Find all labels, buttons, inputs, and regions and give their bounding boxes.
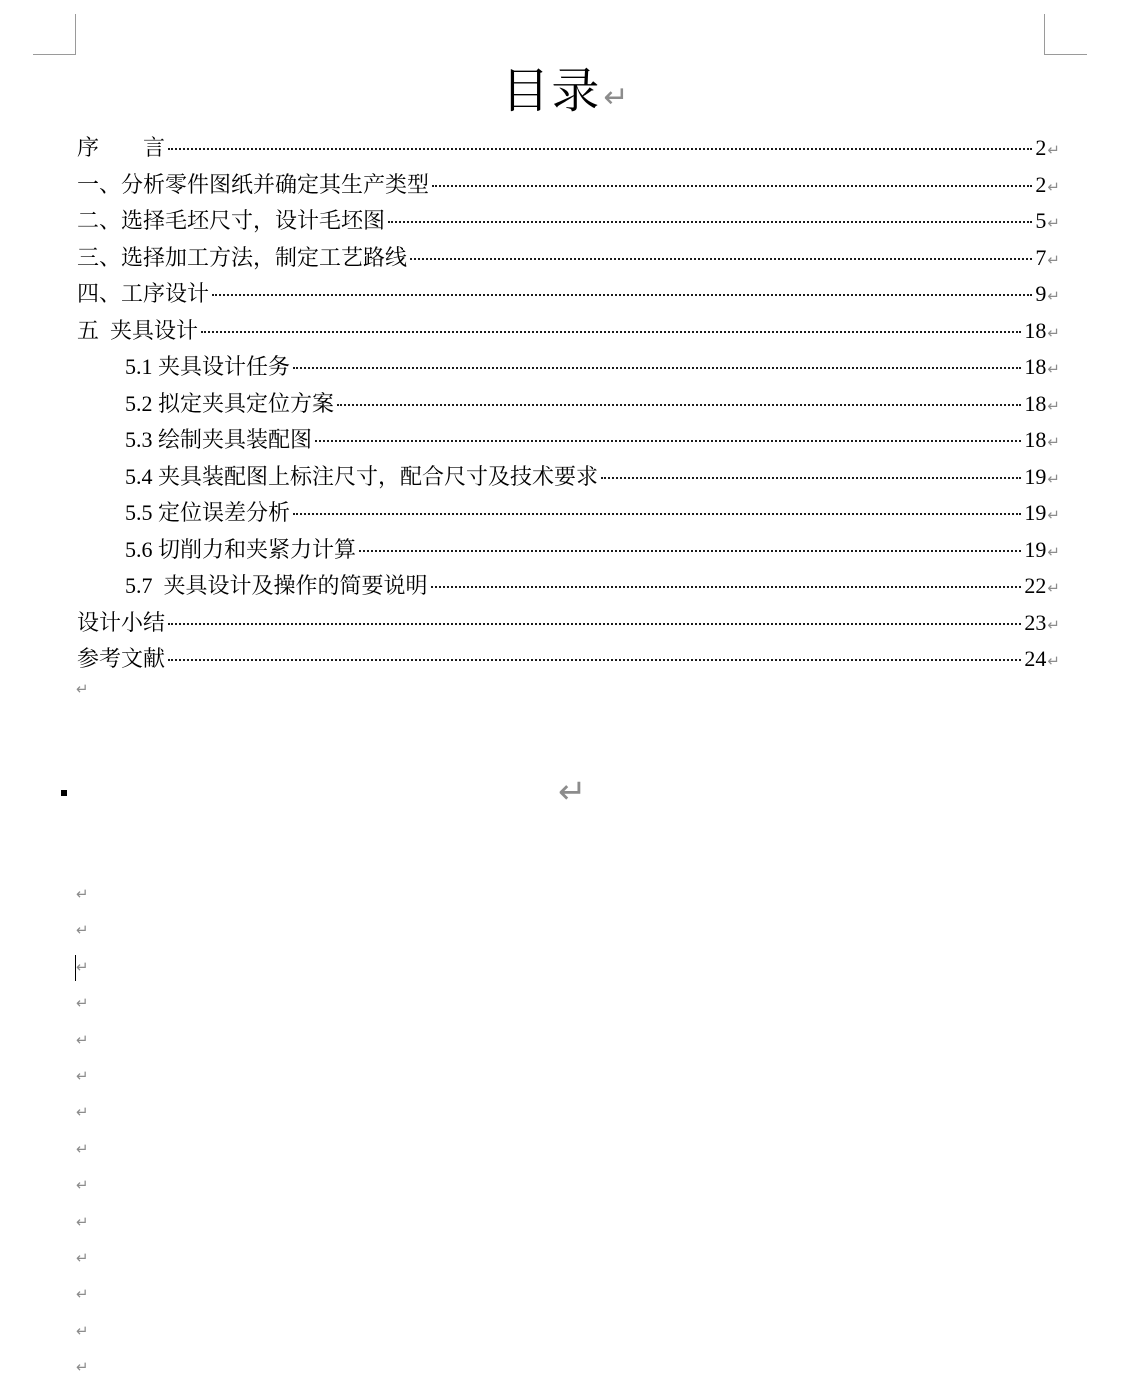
paragraph-mark-icon: ↵ xyxy=(1047,652,1060,670)
page-title[interactable] xyxy=(0,58,1132,132)
paragraph-mark-icon[interactable]: ↵ xyxy=(76,1248,89,1267)
paragraph-mark-icon: ↵ xyxy=(1047,542,1060,561)
toc-entry-page: 18 xyxy=(1024,390,1047,416)
toc-entry[interactable] xyxy=(77,276,1060,313)
crop-mark-top-right xyxy=(1044,14,1087,55)
toc-entry[interactable] xyxy=(77,240,1060,277)
toc-entry-page: 24 xyxy=(1024,646,1047,671)
paragraph-mark-icon[interactable]: ↵ xyxy=(76,1103,89,1122)
toc-leader-dots xyxy=(601,477,1021,479)
section-break-return-icon[interactable]: ↵ xyxy=(558,772,587,812)
toc-entry-label: 序 言 xyxy=(77,135,166,160)
toc-entry-page: 18 xyxy=(1024,354,1047,379)
toc-entry-page: 19 xyxy=(1024,463,1047,489)
toc-entry-label: 5.6 切削力和夹紧力计算 xyxy=(125,536,357,562)
paragraph-mark-icon: ↵ xyxy=(1047,214,1060,232)
paragraph-mark-icon: ↵ xyxy=(1047,141,1060,159)
toc-entry-page: 22 xyxy=(1024,573,1047,598)
paragraph-mark-icon: ↵ xyxy=(1047,579,1060,597)
toc-leader-dots xyxy=(359,550,1021,552)
toc-entry-label: 5.1 夹具设计任务 xyxy=(125,354,291,379)
toc-leader-dots xyxy=(410,258,1032,260)
paragraph-mark-icon[interactable]: ↵ xyxy=(76,1030,89,1049)
paragraph-mark-icon: ↵ xyxy=(1047,433,1060,451)
toc-entry-page: 7 xyxy=(1035,244,1047,270)
toc-entry-page: 2 xyxy=(1035,135,1047,160)
paragraph-mark-icon[interactable]: ↵ xyxy=(76,994,89,1013)
paragraph-mark-icon[interactable]: ↵ xyxy=(76,1066,89,1085)
paragraph-mark-icon: ↵ xyxy=(1047,360,1060,378)
toc-entry-page: 18 xyxy=(1024,317,1047,343)
paragraph-mark-icon: ↵ xyxy=(1047,323,1060,342)
toc-entry-label: 设计小结 xyxy=(77,609,166,635)
toc-entry-label: 五 夹具设计 xyxy=(77,317,199,343)
page-title-text: 目录 xyxy=(501,65,602,118)
paragraph-mark-icon[interactable]: ↵ xyxy=(76,921,89,940)
toc-entry-page: 5 xyxy=(1035,208,1047,233)
toc-entry[interactable] xyxy=(77,167,1060,204)
paragraph-mark-icon[interactable]: ↵ xyxy=(76,1321,89,1340)
paragraph-mark-icon: ↵ xyxy=(1047,287,1060,305)
paragraph-mark-icon: ↵ xyxy=(1047,396,1060,415)
paragraph-mark-icon: ↵ xyxy=(1047,469,1060,488)
toc-subentry[interactable] xyxy=(77,495,1060,532)
empty-paragraphs xyxy=(76,876,89,1385)
toc-entry-label: 二、选择毛坯尺寸，设计毛坯图 xyxy=(77,208,386,233)
crop-mark-top-left xyxy=(33,14,76,55)
toc-entry-page: 23 xyxy=(1024,609,1047,635)
paragraph-mark-icon: ↵ xyxy=(1047,615,1060,634)
toc-entry-page: 19 xyxy=(1024,536,1047,562)
toc-subentry[interactable] xyxy=(77,459,1060,496)
toc-leader-dots xyxy=(201,331,1021,333)
toc-entry-page: 9 xyxy=(1035,281,1047,306)
paragraph-mark-icon: ↵ xyxy=(1047,250,1060,269)
toc-leader-dots xyxy=(432,185,1032,187)
toc-entry[interactable] xyxy=(77,203,1060,240)
text-cursor xyxy=(75,955,76,981)
toc-leader-dots xyxy=(337,404,1021,406)
paragraph-mark-icon[interactable]: ↵ xyxy=(76,957,89,976)
toc-entry[interactable] xyxy=(77,605,1060,642)
paragraph-mark-icon[interactable]: ↵ xyxy=(76,1139,89,1158)
toc-entry-label: 5.5 定位误差分析 xyxy=(125,500,291,525)
toc-leader-dots xyxy=(293,367,1021,369)
paragraph-mark-icon[interactable]: ↵ xyxy=(76,885,89,903)
paragraph-mark-icon[interactable]: ↵ xyxy=(76,1176,89,1195)
toc-entry[interactable] xyxy=(77,313,1060,350)
toc-leader-dots xyxy=(168,623,1021,625)
paragraph-mark-icon[interactable]: ↵ xyxy=(76,1212,89,1231)
toc-subentry[interactable] xyxy=(77,568,1060,605)
toc-entry-page: 2 xyxy=(1035,171,1047,197)
paragraph-mark-icon: ↵ xyxy=(1047,177,1060,196)
toc-subentry[interactable] xyxy=(77,349,1060,386)
toc-entry[interactable] xyxy=(77,641,1060,678)
paragraph-mark-icon[interactable]: ↵ xyxy=(76,680,89,698)
toc-leader-dots xyxy=(315,440,1021,442)
paragraph-mark-icon[interactable]: ↵ xyxy=(76,1358,89,1377)
toc-leader-dots xyxy=(212,294,1032,296)
section-break-bullet-icon xyxy=(61,790,67,796)
paragraph-mark-icon[interactable]: ↵ xyxy=(76,1285,89,1304)
table-of-contents xyxy=(77,130,1060,678)
toc-entry-label: 四、工序设计 xyxy=(77,281,210,306)
toc-entry-label: 5.7 夹具设计及操作的简要说明 xyxy=(125,573,428,598)
toc-leader-dots xyxy=(168,148,1032,150)
toc-entry-label: 5.4 夹具装配图上标注尺寸，配合尺寸及技术要求 xyxy=(125,463,599,489)
toc-leader-dots xyxy=(168,659,1021,661)
toc-leader-dots xyxy=(388,221,1032,223)
paragraph-mark-icon: ↵ xyxy=(603,80,631,115)
toc-subentry[interactable] xyxy=(77,422,1060,459)
toc-entry-page: 19 xyxy=(1024,500,1047,525)
toc-entry-page: 18 xyxy=(1024,427,1047,452)
toc-subentry[interactable] xyxy=(77,386,1060,423)
toc-entry-label: 5.2 拟定夹具定位方案 xyxy=(125,390,335,416)
toc-leader-dots xyxy=(431,586,1022,588)
toc-leader-dots xyxy=(293,513,1021,515)
toc-entry-label: 参考文献 xyxy=(77,646,166,671)
toc-entry-label: 三、选择加工方法，制定工艺路线 xyxy=(77,244,408,270)
toc-entry[interactable] xyxy=(77,130,1060,167)
toc-entry-label: 一、分析零件图纸并确定其生产类型 xyxy=(77,171,430,197)
paragraph-mark-icon: ↵ xyxy=(1047,506,1060,524)
toc-subentry[interactable] xyxy=(77,532,1060,569)
toc-entry-label: 5.3 绘制夹具装配图 xyxy=(125,427,313,452)
